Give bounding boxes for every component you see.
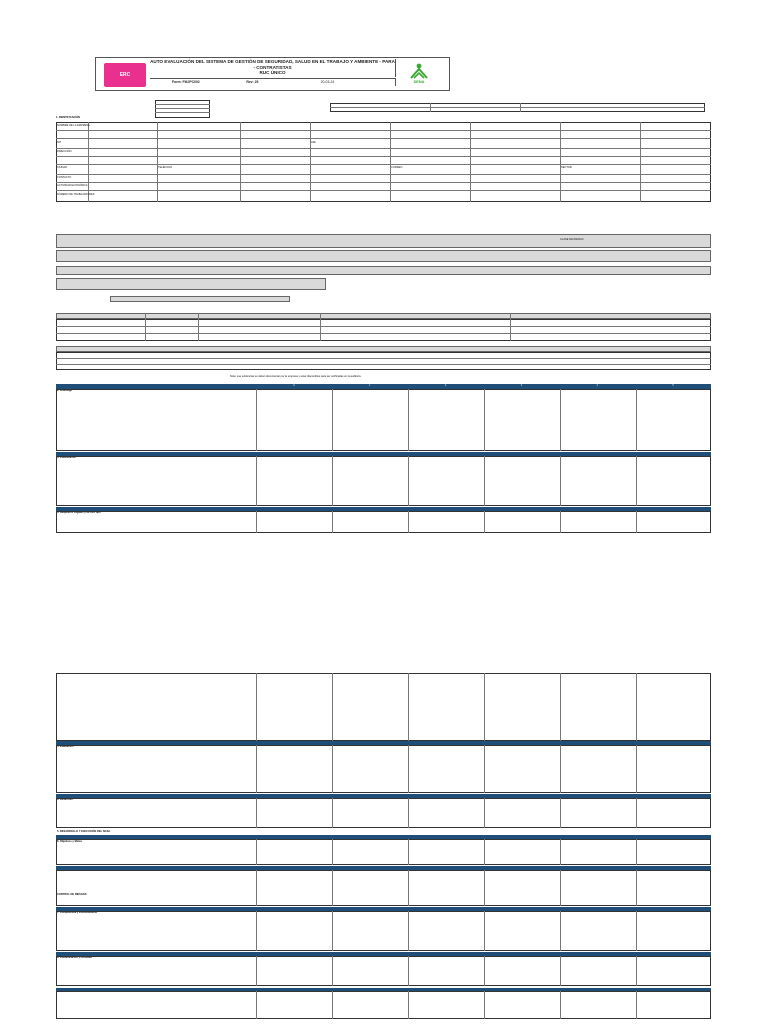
label-sector: SECTOR	[561, 166, 572, 169]
date: 20-03-24	[320, 80, 335, 84]
label-company: NOMBRE DE LA EMPRESA	[57, 124, 90, 127]
label-workers: NÚMERO DE TRABAJADORES	[57, 193, 95, 196]
form-code: Form: FMJPC002	[172, 80, 200, 84]
header-col-1: 1	[369, 384, 371, 387]
label-city: CIUDAD	[57, 166, 67, 169]
section-development: 6. Desarrollo	[57, 798, 73, 801]
header-col-5: 5	[672, 384, 674, 387]
req-block-3	[56, 511, 711, 533]
label-arl: ARL	[311, 141, 317, 144]
req-block-7	[56, 839, 711, 865]
req-block-1	[56, 389, 711, 451]
req-block-4	[56, 673, 711, 741]
contractor-table	[56, 319, 711, 341]
req-block-6	[56, 798, 711, 828]
label-phone: TELÉFONO	[158, 166, 172, 169]
section-identification: 1. IDENTIFICACIÓN	[56, 116, 80, 119]
label-nit: NIT	[57, 141, 62, 144]
header-col-2: 2	[444, 384, 447, 387]
left-logo-text: ERC	[119, 72, 131, 78]
label-address: DIRECCIÓN	[57, 150, 72, 153]
section-communication: 9. Comunicación y Consulta	[57, 956, 92, 959]
header-col-0: 0	[293, 384, 295, 387]
req-block-9	[56, 911, 711, 951]
header-title: AUTO EVALUACIÓN DEL SISTEMA DE GESTIÓN DE SEGURIDAD, SALUD EN EL TRABAJO Y AMBIENTE - PARA - CONTRATISTAS	[150, 59, 395, 70]
req-block-10	[56, 956, 711, 986]
section-evaluation: 5. Evaluación	[57, 745, 74, 748]
req-block-5	[56, 745, 711, 793]
header-col-4: 4	[596, 384, 598, 387]
label-contact: CONTACTO	[57, 176, 72, 179]
section-legal: 4. Requisitos Legales y de otro tipo	[57, 511, 101, 514]
label-email: CORREO	[391, 166, 403, 169]
header-title-box	[150, 59, 396, 77]
header-meta-row	[150, 78, 396, 86]
section-continuous: 5. DESARROLLO Y EJECUCIÓN DEL SGSA	[57, 830, 111, 833]
section-control: CONTROL DE RIESGOS	[57, 893, 87, 896]
section-competence: 7. Competencia y Entrenamiento	[57, 911, 98, 914]
info-mini-table	[155, 100, 210, 118]
header-col-3: 3	[520, 384, 523, 387]
header-subtitle: RUC ÚNICO	[259, 70, 286, 75]
sena-logo-text: SENA	[413, 79, 425, 84]
section-leadership: 2. Liderazgo	[57, 389, 73, 392]
subcontractor-table	[56, 352, 711, 370]
revision: Rev: 25	[246, 80, 259, 84]
left-logo	[104, 63, 146, 87]
req-block-11	[56, 991, 711, 1019]
label-activity: ACTIVIDAD ECONÓMICA	[57, 184, 88, 187]
label-risk-class: CLASE DE RIESGO	[560, 238, 584, 241]
req-block-8	[56, 870, 711, 906]
section-objectives: 8. Objetivos y Metas	[57, 840, 82, 843]
section-planning: 3. Planificación	[57, 456, 76, 459]
req-block-2	[56, 456, 711, 506]
sena-icon	[410, 63, 428, 79]
note-text: Nota: Las evidencias se deben documentar por la empresa y estar disponibles para ser verificadas en la auditoría.	[230, 375, 362, 378]
sena-logo	[405, 63, 433, 88]
